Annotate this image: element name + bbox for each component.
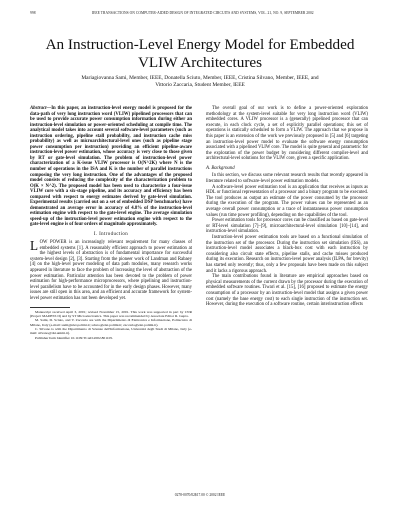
footnote-divider — [30, 307, 70, 308]
left-column — [30, 106, 192, 340]
abstract — [30, 106, 192, 228]
footnote-identifier: Publisher Item Identifier 10.1109/TCAD.2002.801105. — [35, 335, 114, 340]
intro-text: OW POWER is an increasingly relevant requirement for many classes of embedded systems [1]. A reasonably efficient approach to power estimation at the highest levels of abstraction is of fundamental importance for successful system-level design [2], [3]. Starting from the pioneer work of Landman and Rabaey [4] on the high-level power modeling of data path modules, many research works appeared in literature to face the problem of increasing the level of abstraction of the power estimation. Particular attention has been devoted to the problem of power estimation for high-performance microprocessors, where pipelining and instruction-level parallelism have to be accounted for in the early design phases. However, many issues are still open in this area, and an efficient and accurate framework for system-level power estimation has not been developed yet. — [30, 240, 192, 301]
issn-footer: 0278-0070/02$17.00 © 2002 IEEE — [174, 493, 226, 497]
footnote-affiliation: C. Silvano is with the Dipartimento di Scienze dell'Informazione, Università degli Studi di Milano, Italy (e-mail: silvano@dsi.unimi.it). — [30, 326, 192, 336]
title-line: VLIW Architectures — [137, 54, 263, 71]
footnote-manuscript: Manuscript received April 3, 2001; revised November 15, 2001. This work was supported in part by CNR (Project MADESS II) and by ST Microelectronics. This paper was recommended by Associate Editor R. Gupta. — [30, 309, 192, 318]
footnote-affiliation: M. Sami, D. Sciuto, and V. Zaccaria are with the Dipartimento di Elettronica e Informazione, Politecnico di Milano, Italy (e-mail: sami@elet.polimi.it; sciuto@elet.polimi.it; zaccaria@elet.polimi.it). — [30, 318, 192, 327]
body-paragraph: The overall goal of our work is to define a power-oriented exploration methodology at the system-level suitable for very long instruction word (VLIW) embedded cores. A VLIW processor is a (generally) pipelined processor that can execute, in each clock cycle, a set of explicitly parallel operations; this set of operations is statically scheduled to form a VLIW. The approach that we propose in this paper is an extension of the work we previously proposed in [5] and [6] targeting an instruction-level power model to evaluate the software energy consumption associated with a pipelined VLIW core. The model is quite general and parametric for the exploration of the power budget by considering different compiler-level and architectural-level solutions for the VLIW core, given a specific application. — [206, 106, 368, 162]
body-paragraph: The main contributions found in literature are empirical approaches based on physical measurements of the current drawn by the processor during the execution of embedded software routines. Tiwari et al. [15], [16] proposed to estimate the energy consumption of a processor by an instruction-level model that assigns a given power cost (namely the base energy cost) to each single instruction of the instruction set. However, during the execution of a software routine, certain interinstruction effects — [206, 274, 368, 308]
journal-header: IEEE TRANSACTIONS ON COMPUTER-AIDED DESIGN OF INTEGRATED CIRCUITS AND SYSTEMS, VOL. 21, NO. 9, SEPTEMBER 2002 — [91, 11, 314, 15]
body-paragraph: In this section, we discuss some relevant research results that recently appeared in literature related to software-level power estimation models. — [206, 173, 368, 185]
right-column — [206, 106, 368, 308]
abstract-label: Abstract— — [30, 106, 52, 111]
title-line: An Instruction-Level Energy Model for Embedded — [45, 36, 355, 53]
abstract-text: In this paper, an instruction-level energy model is proposed for the data-path of very long instruction word (VLIW) pipelined processors that can be used to provide accurate power consumption information during either an instruction-level simulation or power-oriented scheduling at compile time. The analytical model takes into account several software-level parameters (such as instruction ordering, pipeline stall probability, and instruction cache miss probability) as well as microarchitectural-level ones (such as pipeline stage power consumption per instruction) providing an efficient pipeline-aware instruction-level power estimation, whose accuracy is very close to those given by RT or gate-level simulation. The problem of instruction-level power characterization of a K-issue VLIW processor is O(N^2K) where N is the number of operations in the ISA and K is the number of parallel instructions composing the very long instruction. One of the advantages of the proposed model consists of reducing the complexity of the characterization problem to O(K × N^2). The proposed model has been used to characterize a four-issue VLIW core with a six-stage pipeline, and its accuracy and efficiency has been compared with respect to energy estimates derived by gate-level simulation. Experimental results (carried out on a set of embedded DSP benchmarks) have demonstrated an average error in accuracy of 4.8% of the instruction-level estimation engine with respect to the gate-level engine. The average simulation speed-up of the instruction-level power estimation engine with respect to the gate-level engine is of four orders of magnitude approximately. — [30, 106, 192, 228]
drop-cap: L — [30, 238, 39, 254]
body-paragraph: A software-level power estimation tool is an application that receives as inputs as HDL or functional representation of a processor and a binary program to be executed. The tool produces as output an estimate of the power consumed by the processor during the execution of the program. The power values can be represented as an average overall power consumption or a trace of instantaneous power consumption values (run time power profiling), depending on the capabilities of the tool. — [206, 184, 368, 218]
running-head — [30, 11, 370, 15]
intro-paragraph — [30, 240, 192, 302]
body-paragraph: Instruction-level power estimation tools are based on a functional simulation of the instruction set of the processor. During the instruction set simulation (ISS), an instruction-level model associates a black-box cost with each instruction by considering also circuit state effects, pipeline stalls, and cache misses produced during its execution. Research on instruction-level power analysis (ILPA, for brevity) has started only recently; thus, only a few proposals have been made on this subject and it lacks a rigorous approach. — [206, 234, 368, 274]
paper-title — [30, 36, 370, 72]
authors-line: Mariagiovanna Sami, Member, IEEE, Donatella Sciuto, Member, IEEE, Cristina Silvano, Member, IEEE, and — [81, 75, 319, 81]
subsection-heading: A. Background — [206, 165, 235, 171]
body-paragraph: Power estimation tools for processor cores can be classified as based on gate-level or RT-level simulation [7]–[9], microarchitectural-level simulation [10]–[14], and instruction-level simulation. — [206, 218, 368, 235]
section-heading: I. Introduction — [93, 232, 129, 238]
author-list — [40, 75, 360, 89]
authors-line: Vittorio Zaccaria, Student Member, IEEE — [155, 82, 245, 88]
page-number: 998 — [30, 11, 36, 15]
